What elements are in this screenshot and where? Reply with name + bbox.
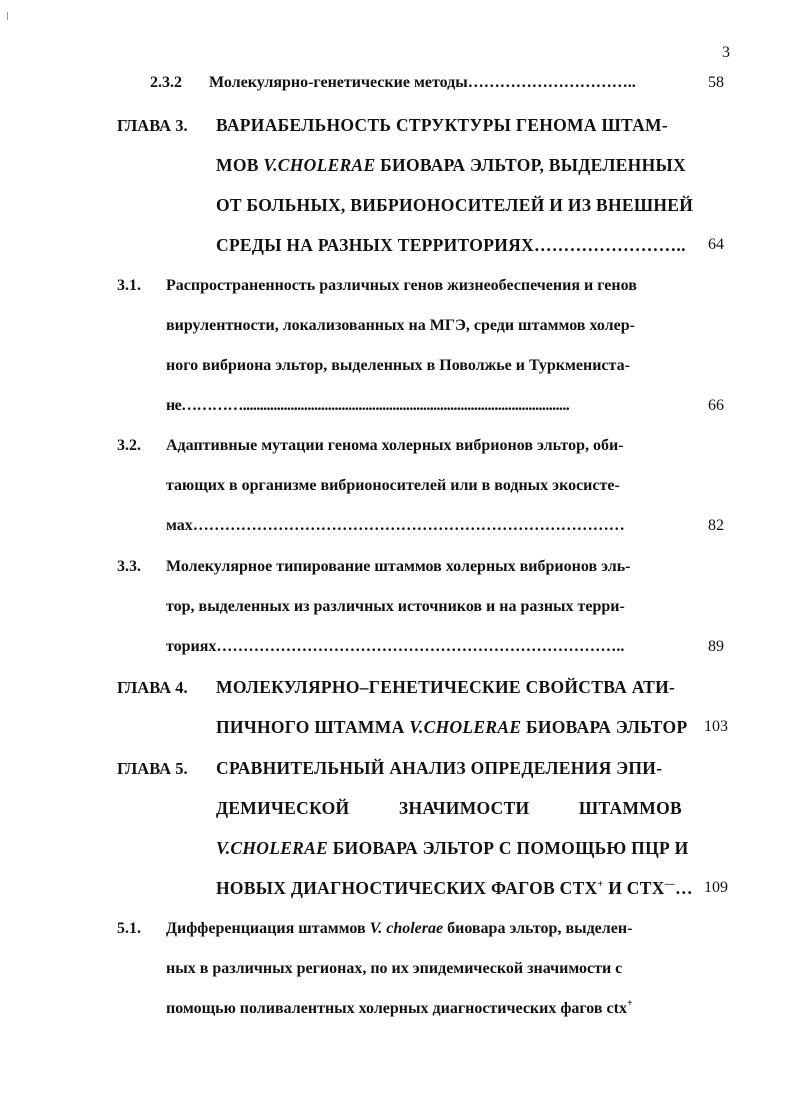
toc-entry-title-line: СРАВНИТЕЛЬНЫЙ АНАЛИЗ ОПРЕДЕЛЕНИЯ ЭПИ- bbox=[216, 758, 663, 778]
toc-entry-title-line: ВАРИАБЕЛЬНОСТЬ СТРУКТУРЫ ГЕНОМА ШТАМ- bbox=[216, 115, 668, 135]
toc-entry-number: 3.3. bbox=[117, 558, 141, 575]
toc-entry-number: 3.1. bbox=[117, 277, 141, 294]
species-name: V.CHOLERAE bbox=[409, 717, 522, 737]
toc-entry-number: 5.1. bbox=[117, 920, 141, 937]
toc-entry-title-line: Распространенность различных генов жизнеобеспечения и генов bbox=[166, 277, 637, 294]
species-name: V.CHOLERAE bbox=[263, 155, 376, 175]
toc-entry-title-line: не…………................................................................................................ bbox=[166, 397, 570, 414]
title-fragment: БИОВАРА ЭЛЬТОР bbox=[525, 717, 688, 737]
toc-entry-title-line: мах……………………………………………………………………… bbox=[166, 517, 625, 534]
superscript-minus: — bbox=[664, 879, 675, 890]
title-fragment: Дифференциация штаммов bbox=[166, 920, 366, 937]
toc-entry-title-line: тор, выделенных из различных источников и на разных терри- bbox=[166, 598, 625, 615]
superscript-plus: + bbox=[626, 998, 633, 1009]
toc-entry-number: 2.3.2 bbox=[150, 74, 182, 91]
toc-entry-page: 66 bbox=[708, 397, 724, 414]
toc-entry-title-line bbox=[166, 920, 632, 938]
toc-entry-title-line: ториях………………………………………………………………….. bbox=[166, 638, 625, 655]
toc-entry-page: 103 bbox=[704, 718, 728, 735]
title-fragment: ДЕМИЧЕСКОЙ bbox=[216, 798, 350, 818]
toc-entry-page: 109 bbox=[704, 879, 728, 896]
species-name: V. cholerae bbox=[369, 920, 444, 937]
page-number: 3 bbox=[722, 44, 730, 61]
toc-entry-title-line: Адаптивные мутации генома холерных вибрионов эльтор, оби- bbox=[166, 437, 624, 454]
toc-entry-title-line: тающих в организме вибрионосителей или в водных экосисте- bbox=[166, 477, 620, 494]
toc-entry-title-line bbox=[216, 878, 693, 899]
toc-entry-number: ГЛАВА 5. bbox=[117, 759, 188, 778]
toc-entry-title-line bbox=[216, 717, 687, 738]
toc-entry-page: 82 bbox=[708, 517, 724, 534]
toc-entry-title-line: МОЛЕКУЛЯРНО–ГЕНЕТИЧЕСКИЕ СВОЙСТВА АТИ- bbox=[216, 677, 676, 697]
toc-entry-title-line bbox=[216, 155, 686, 176]
toc-entry-title-line: СРЕДЫ НА РАЗНЫХ ТЕРРИТОРИЯХ…………………….. bbox=[216, 235, 686, 255]
toc-entry-title-line: Молекулярное типирование штаммов холерных вибрионов эль- bbox=[166, 558, 631, 575]
title-fragment: БИОВАРА ЭЛЬТОР, ВЫДЕЛЕННЫХ bbox=[380, 155, 686, 175]
toc-entry-page: 64 bbox=[708, 236, 724, 253]
title-fragment: ПИЧНОГО ШТАММА bbox=[216, 717, 405, 737]
toc-entry-page: 58 bbox=[708, 74, 724, 91]
toc-entry-title-line bbox=[216, 838, 689, 859]
toc-entry-title: Молекулярно-генетические методы………………………….. bbox=[209, 74, 636, 91]
title-fragment: МОВ bbox=[216, 155, 259, 175]
superscript-plus: + bbox=[597, 879, 604, 890]
toc-entry-title-line: ОТ БОЛЬНЫХ, ВИБРИОНОСИТЕЛЕЙ И ИЗ ВНЕШНЕЙ bbox=[216, 195, 694, 215]
scan-edge-mark bbox=[7, 12, 8, 20]
toc-entry-number: ГЛАВА 4. bbox=[117, 678, 188, 697]
toc-entry-number: 3.2. bbox=[117, 437, 141, 454]
title-fragment: БИОВАРА ЭЛЬТОР С ПОМОЩЬЮ ПЦР И bbox=[332, 838, 689, 858]
title-fragment: помощью поливалентных холерных диагностических фагов ctx bbox=[166, 1000, 627, 1017]
toc-entry-title-line bbox=[166, 1000, 633, 1018]
toc-entry-title-line bbox=[216, 798, 682, 819]
toc-entry-title-line: ных в различных регионах, по их эпидемической значимости с bbox=[166, 960, 623, 977]
title-fragment: И СТХ bbox=[608, 878, 665, 898]
title-fragment: … bbox=[674, 878, 693, 898]
toc-entry-page: 89 bbox=[708, 638, 724, 655]
species-name: V.CHOLERAE bbox=[216, 838, 329, 858]
toc-entry-title-line: вирулентности, локализованных на МГЭ, среди штаммов холер- bbox=[166, 317, 635, 334]
title-fragment: ШТАММОВ bbox=[578, 798, 682, 818]
title-fragment: ЗНАЧИМОСТИ bbox=[398, 798, 530, 818]
toc-entry-title-line: ного вибриона эльтор, выделенных в Поволжье и Туркмениста- bbox=[166, 357, 630, 374]
title-fragment: НОВЫХ ДИАГНОСТИЧЕСКИХ ФАГОВ СТХ bbox=[216, 878, 598, 898]
title-fragment: биовара эльтор, выделен- bbox=[447, 920, 633, 937]
toc-entry-number: ГЛАВА 3. bbox=[117, 116, 188, 135]
